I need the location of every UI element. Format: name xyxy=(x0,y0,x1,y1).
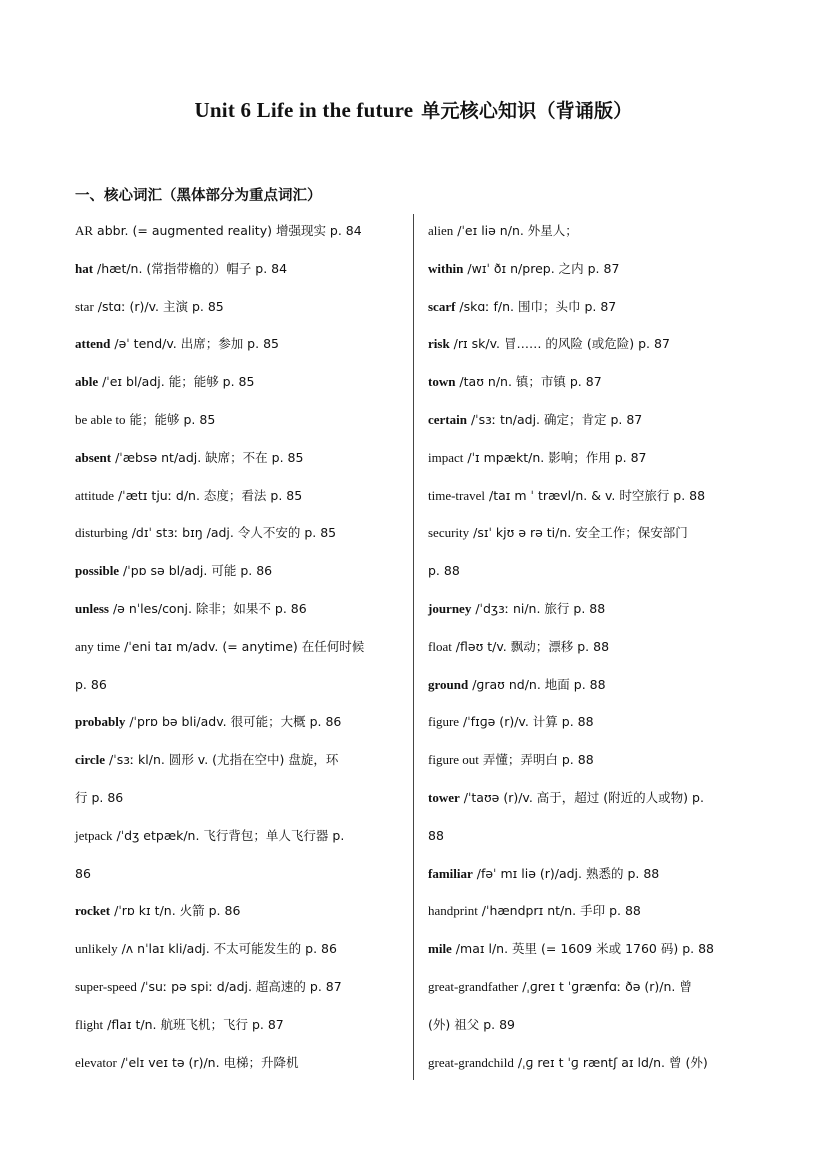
vocab-word: certain xyxy=(428,411,467,427)
vocab-word: be able to xyxy=(75,411,126,427)
vocab-definition: /ˈætɪ tjuː d/n. 态度；看法 p. 85 xyxy=(114,487,303,503)
vocab-definition: /ˈelɪ veɪ tə (r)/n. 电梯；升降机 xyxy=(116,1054,299,1070)
vocab-entry xyxy=(428,401,758,439)
vocab-definition: p. 86 xyxy=(75,676,107,692)
vocab-definition: /sɪˈ kjʊ ə rə ti/n. 安全工作；保安部门 xyxy=(469,525,688,541)
vocab-definition: /ˈtaʊə (r)/v. 高于，超过 (附近的人或物) p. xyxy=(459,789,704,805)
vocab-entry xyxy=(75,363,405,401)
vocab-definition: /ʌ nˈlaɪ kli/adj. 不太可能发生的 p. 86 xyxy=(117,941,337,957)
vocab-definition: /ˈfɪɡə (r)/v. 计算 p. 88 xyxy=(459,714,594,730)
vocab-column-left xyxy=(75,212,405,1081)
vocab-definition: 88 xyxy=(428,827,444,843)
vocab-definition: abbr. (= augmented reality) 增强现实 p. 84 xyxy=(93,223,362,238)
vocab-entry xyxy=(75,855,405,893)
vocab-word: figure xyxy=(428,714,460,730)
vocab-word: journey xyxy=(428,600,472,616)
vocab-word: attitude xyxy=(75,487,114,503)
vocab-entry xyxy=(428,325,758,363)
vocab-word: jetpack xyxy=(75,827,113,843)
vocab-definition: /ə nˈles/conj. 除非；如果不 p. 86 xyxy=(108,600,307,616)
vocab-entry xyxy=(75,741,405,779)
vocab-entry xyxy=(75,628,405,666)
vocab-definition: /ˈdʒ etpæk/n. 飞行背包；单人飞行器 p. xyxy=(112,827,345,843)
vocab-word: float xyxy=(428,638,452,654)
vocab-definition: /stɑː (r)/v. 主演 p. 85 xyxy=(93,298,224,314)
vocab-entry xyxy=(75,514,405,552)
title-chinese: 单元核心知识（背诵版） xyxy=(421,100,633,122)
vocab-word: scarf xyxy=(428,298,456,314)
vocab-definition: /taɪ m ˈ trævl/n. & v. 时空旅行 p. 88 xyxy=(485,487,706,503)
vocab-word: super-speed xyxy=(75,978,137,994)
vocab-definition: /ˈsuː pə spiː d/adj. 超高速的 p. 87 xyxy=(136,978,342,994)
vocab-entry xyxy=(75,477,405,515)
vocab-entry xyxy=(428,703,758,741)
vocab-entry xyxy=(428,968,758,1006)
vocab-entry xyxy=(428,477,758,515)
vocab-entry xyxy=(75,439,405,477)
vocab-word: figure out xyxy=(428,752,479,768)
vocab-entry xyxy=(75,892,405,930)
vocab-definition: /wɪˈ ðɪ n/prep. 之内 p. 87 xyxy=(463,260,620,276)
vocab-definition: /maɪ l/n. 英里 (= 1609 米或 1760 码) p. 88 xyxy=(451,941,714,957)
vocab-definition: /ˈeɪ liə n/n. 外星人； xyxy=(453,223,578,238)
vocab-definition: /ˈeɪ bl/adj. 能；能够 p. 85 xyxy=(98,374,255,390)
vocab-entry xyxy=(428,514,758,552)
vocab-word: town xyxy=(428,374,456,390)
vocab-word: elevator xyxy=(75,1054,117,1070)
vocab-entry xyxy=(428,628,758,666)
vocab-entry xyxy=(428,552,758,590)
vocab-entry xyxy=(428,892,758,930)
vocab-word: handprint xyxy=(428,903,478,919)
vocab-entry xyxy=(428,855,758,893)
vocab-entry xyxy=(75,968,405,1006)
vocab-entry xyxy=(75,250,405,288)
vocab-definition: /dɪˈ stɜː bɪŋ /adj. 令人不安的 p. 85 xyxy=(127,525,337,541)
vocab-word: possible xyxy=(75,563,120,579)
vocab-definition: /ˈprɒ bə bli/adv. 很可能；大概 p. 86 xyxy=(125,714,342,730)
vocab-word: alien xyxy=(428,223,454,238)
vocab-word: within xyxy=(428,260,464,276)
vocab-entry xyxy=(428,363,758,401)
vocab-entry xyxy=(75,703,405,741)
vocab-definition: /ˈæbsə nt/adj. 缺席；不在 p. 85 xyxy=(111,449,304,465)
vocab-word: mile xyxy=(428,941,452,957)
vocab-definition: (外) 祖父 p. 89 xyxy=(428,1016,515,1032)
vocab-entry xyxy=(75,325,405,363)
vocab-definition: /flaɪ t/n. 航班飞机；飞行 p. 87 xyxy=(103,1016,284,1032)
vocab-entry xyxy=(428,817,758,855)
vocab-word: time-travel xyxy=(428,487,486,503)
vocab-word: great-grandfather xyxy=(428,978,519,994)
vocab-definition: /hæt/n. (常指带檐的）帽子 p. 84 xyxy=(93,260,288,276)
vocab-definition: /taʊ n/n. 镇；市镇 p. 87 xyxy=(455,374,602,390)
column-divider xyxy=(413,214,414,1080)
vocab-definition: /skɑː f/n. 围巾；头巾 p. 87 xyxy=(455,298,617,314)
vocab-definition: /ˌɡ reɪ t ˈɡ ræntʃ aɪ ld/n. 曾 (外) xyxy=(513,1054,708,1070)
vocab-definition: 行 p. 86 xyxy=(75,789,124,805)
vocab-entry xyxy=(75,288,405,326)
vocab-definition: p. 88 xyxy=(428,563,460,579)
vocab-entry xyxy=(75,817,405,855)
vocab-word: security xyxy=(428,525,470,541)
vocab-entry xyxy=(428,1006,758,1044)
vocab-definition: 能；能够 p. 85 xyxy=(125,411,216,427)
vocab-definition: /ˈdʒɜː ni/n. 旅行 p. 88 xyxy=(471,600,606,616)
vocab-entry xyxy=(428,930,758,968)
vocab-word: risk xyxy=(428,336,450,352)
vocab-entry xyxy=(75,779,405,817)
vocab-word: able xyxy=(75,374,99,390)
vocab-definition: /fləʊ t/v. 飘动；漂移 p. 88 xyxy=(451,638,610,654)
vocab-word: unlikely xyxy=(75,941,118,957)
vocab-word: probably xyxy=(75,714,126,730)
vocab-definition: /ˈsɜː tn/adj. 确定；肯定 p. 87 xyxy=(466,411,643,427)
vocab-word: tower xyxy=(428,789,460,805)
vocab-definition: /ˈsɜː kl/n. 圆形 v. (尤指在空中) 盘旋，环 xyxy=(105,752,339,768)
vocab-entry xyxy=(75,666,405,704)
vocab-entry xyxy=(75,401,405,439)
vocab-word: AR xyxy=(75,223,94,238)
vocab-entry xyxy=(75,1044,405,1082)
vocab-entry xyxy=(428,741,758,779)
vocab-entry xyxy=(428,590,758,628)
vocab-definition: 弄懂；弄明白 p. 88 xyxy=(478,752,594,768)
vocab-definition: /ˈeni taɪ m/adv. (= anytime) 在任何时候 xyxy=(120,638,365,654)
vocab-word: unless xyxy=(75,600,109,616)
vocab-entry xyxy=(428,288,758,326)
vocab-entry xyxy=(75,212,405,250)
vocab-definition: /ˌɡreɪ t ˈɡrænfɑː ðə (r)/n. 曾 xyxy=(518,978,692,994)
page-title xyxy=(0,96,827,123)
vocab-definition: /ˈrɒ kɪ t/n. 火箭 p. 86 xyxy=(110,903,241,919)
vocab-word: ground xyxy=(428,676,469,692)
vocab-entry xyxy=(75,590,405,628)
vocab-definition: /rɪ sk/v. 冒…… 的风险 (或危险) p. 87 xyxy=(449,336,670,352)
vocab-word: impact xyxy=(428,449,464,465)
vocab-definition: /ˈɪ mpækt/n. 影响；作用 p. 87 xyxy=(463,449,647,465)
vocab-word: absent xyxy=(75,449,112,465)
vocab-word: star xyxy=(75,298,94,314)
vocab-definition: /ˈpɒ sə bl/adj. 可能 p. 86 xyxy=(119,563,273,579)
vocab-entry xyxy=(428,1044,758,1082)
vocab-entry xyxy=(75,1006,405,1044)
vocab-word: circle xyxy=(75,752,106,768)
vocab-definition: /fəˈ mɪ liə (r)/adj. 熟悉的 p. 88 xyxy=(472,865,660,881)
vocab-word: any time xyxy=(75,638,121,654)
vocab-word: disturbing xyxy=(75,525,128,541)
vocab-entry xyxy=(75,930,405,968)
vocab-word: attend xyxy=(75,336,111,352)
section-heading: 一、核心词汇（黑体部分为重点词汇） xyxy=(75,188,322,204)
vocab-entry xyxy=(428,250,758,288)
vocab-entry xyxy=(428,439,758,477)
vocab-column-right xyxy=(428,212,758,1081)
vocab-definition: 86 xyxy=(75,865,91,881)
vocab-entry xyxy=(75,552,405,590)
vocab-entry xyxy=(428,666,758,704)
vocab-word: rocket xyxy=(75,903,111,919)
title-english: Unit 6 Life in the future xyxy=(194,98,414,122)
vocab-word: flight xyxy=(75,1016,104,1032)
vocab-definition: /ɡraʊ nd/n. 地面 p. 88 xyxy=(468,676,606,692)
vocab-word: familiar xyxy=(428,865,473,881)
vocab-word: hat xyxy=(75,260,94,276)
vocab-entry xyxy=(428,212,758,250)
vocab-entry xyxy=(428,779,758,817)
vocab-definition: /ˈhændprɪ nt/n. 手印 p. 88 xyxy=(477,903,641,919)
vocab-word: great-grandchild xyxy=(428,1054,514,1070)
vocab-definition: /əˈ tend/v. 出席；参加 p. 85 xyxy=(110,336,279,352)
